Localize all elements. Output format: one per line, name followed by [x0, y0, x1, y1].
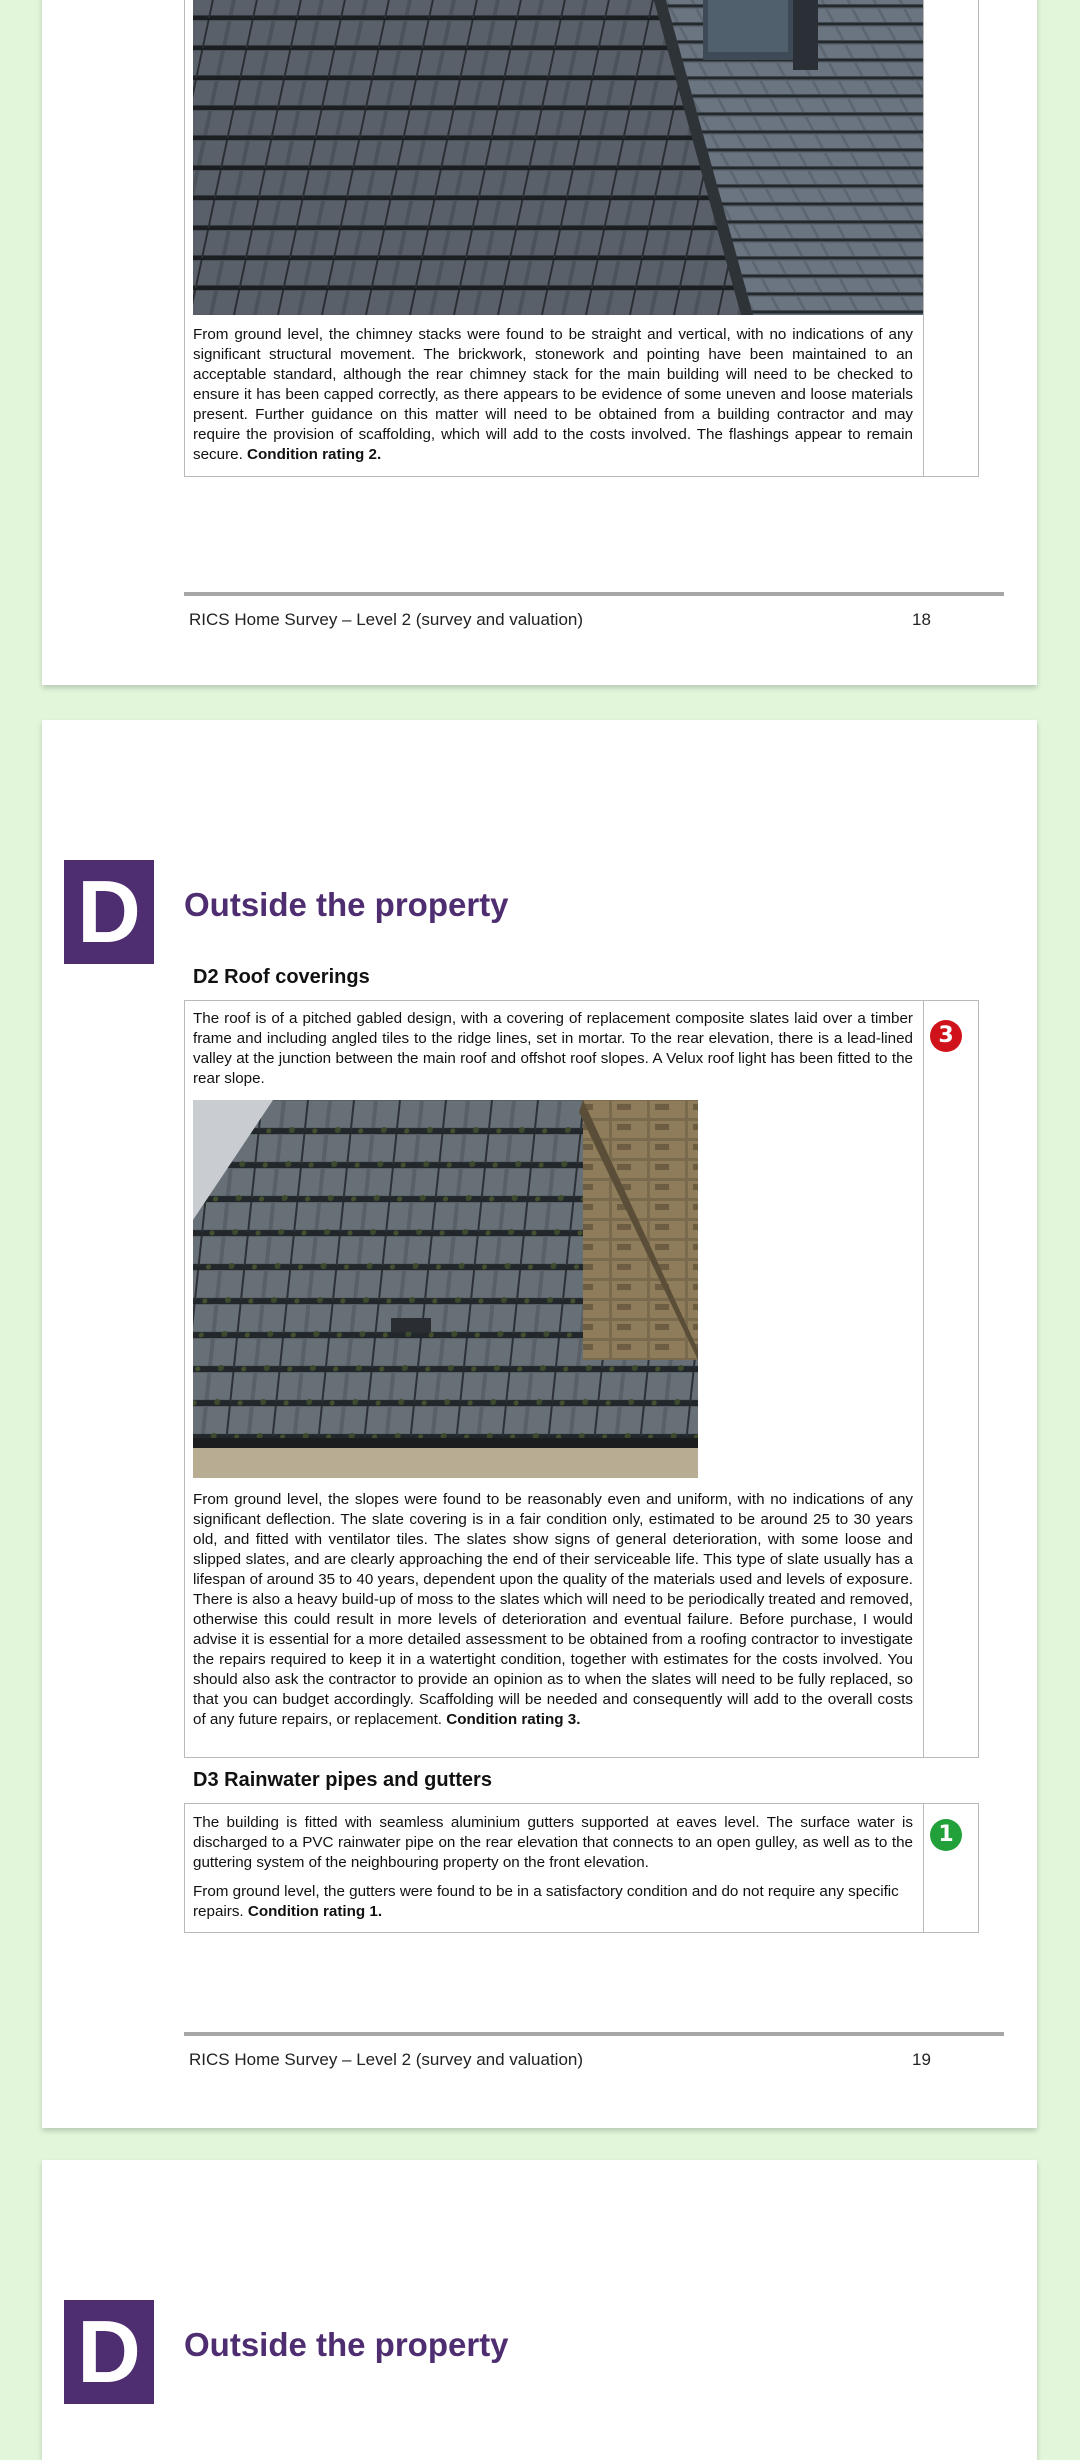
section-title: Outside the property — [184, 886, 509, 923]
section-title: Outside the property — [184, 2326, 509, 2363]
d3-body-paragraph — [193, 1882, 913, 1922]
d3-condition-rating: Condition rating 1. — [247, 1903, 383, 1920]
d3-condition-rating-badge: 1 — [930, 1819, 962, 1851]
section-d-badge: D — [64, 2300, 154, 2404]
d3-heading: D3 Rainwater pipes and gutters — [193, 1769, 492, 1791]
rating-column-divider — [923, 1001, 924, 1757]
rating-column-divider — [923, 1804, 924, 1932]
footer-text: RICS Home Survey – Level 2 (survey and valuation) — [189, 610, 584, 629]
d3-body-text: From ground level, the gutters were found to be in a satisfactory condition and do not require any specific repairs. — [193, 1883, 899, 1920]
d2-condition-rating-badge: 3 — [930, 1020, 962, 1052]
d2-condition-rating: Condition rating 3. — [446, 1711, 581, 1728]
footer-text: RICS Home Survey – Level 2 (survey and valuation) — [189, 2050, 584, 2069]
roof-slopes-photo — [193, 1100, 698, 1478]
chimney-condition-rating: Condition rating 2. — [247, 446, 382, 463]
d2-intro-paragraph: The roof is of a pitched gabled design, with a covering of replacement composite slates laid over a timber frame and including angled tiles to the ridge lines, set in mortar. To the rear elevation, there is a lead-lined valley at the junction between the main roof and offshot roof slopes. A Velux roof light has been fitted to the rear slope. — [193, 1010, 913, 1087]
page-number: 19 — [912, 2050, 931, 2069]
d2-body-text: From ground level, the slopes were found to be reasonably even and uniform, with no indications of any significant deflection. The slate covering is in a fair condition only, estimated to be around 25 to 30 years old, and fitted with ventilator tiles. The slates show signs of general deterioration, with some loose and slipped slates, and are clearly approaching the end of their serviceable life. This type of slate usually has a lifespan of around 35 to 40 years, dependent upon the quality of the materials used and levels of exposure. There is also a heavy build-up of moss to the slates which will need to be periodically treated and removed, otherwise this could result in more levels of deterioration and eventual failure. Before purchase, I would advise it is essential for a more detailed assessment to be obtained from a roofing contractor to investigate the repairs required to keep it in a watertight condition, together with estimates for the costs involved. You should also ask the contractor to provide an opinion as to when the slates will need to be fully replaced, so that you can budget accordingly. Scaffolding will be needed and consequently will add to the overall costs of any future repairs, or replacement. — [193, 1491, 913, 1728]
chimney-roof-photo — [193, 0, 923, 315]
chimney-paragraph — [193, 325, 913, 465]
page-number: 18 — [912, 610, 931, 629]
report-page-20 — [42, 2160, 1037, 2460]
section-d-badge: D — [64, 860, 154, 964]
d3-intro-paragraph: The building is fitted with seamless aluminium gutters supported at eaves level. The surface water is discharged to a PVC rainwater pipe on the rear elevation that connects to an open gulley, as well as to the guttering system of the neighbouring property on the front elevation. — [193, 1814, 913, 1871]
footer-rule — [184, 2032, 1004, 2036]
footer-rule — [184, 592, 1004, 596]
rating-column-divider — [923, 0, 924, 476]
d2-heading: D2 Roof coverings — [193, 966, 370, 988]
report-page-18 — [42, 0, 1037, 685]
d2-body-paragraph — [193, 1490, 913, 1730]
chimney-paragraph-text: From ground level, the chimney stacks were found to be straight and vertical, with no indications of any significant structural movement. The brickwork, stonework and pointing have been maintained to an acceptable standard, although the rear chimney stack for the main building will need to be checked to ensure it has been capped correctly, as there appears to be evidence of some uneven and loose materials present. Further guidance on this matter will need to be obtained from a building contractor and may require the provision of scaffolding, which will add to the costs involved. The flashings appear to remain secure. — [193, 326, 913, 463]
report-page-19 — [42, 720, 1037, 2128]
